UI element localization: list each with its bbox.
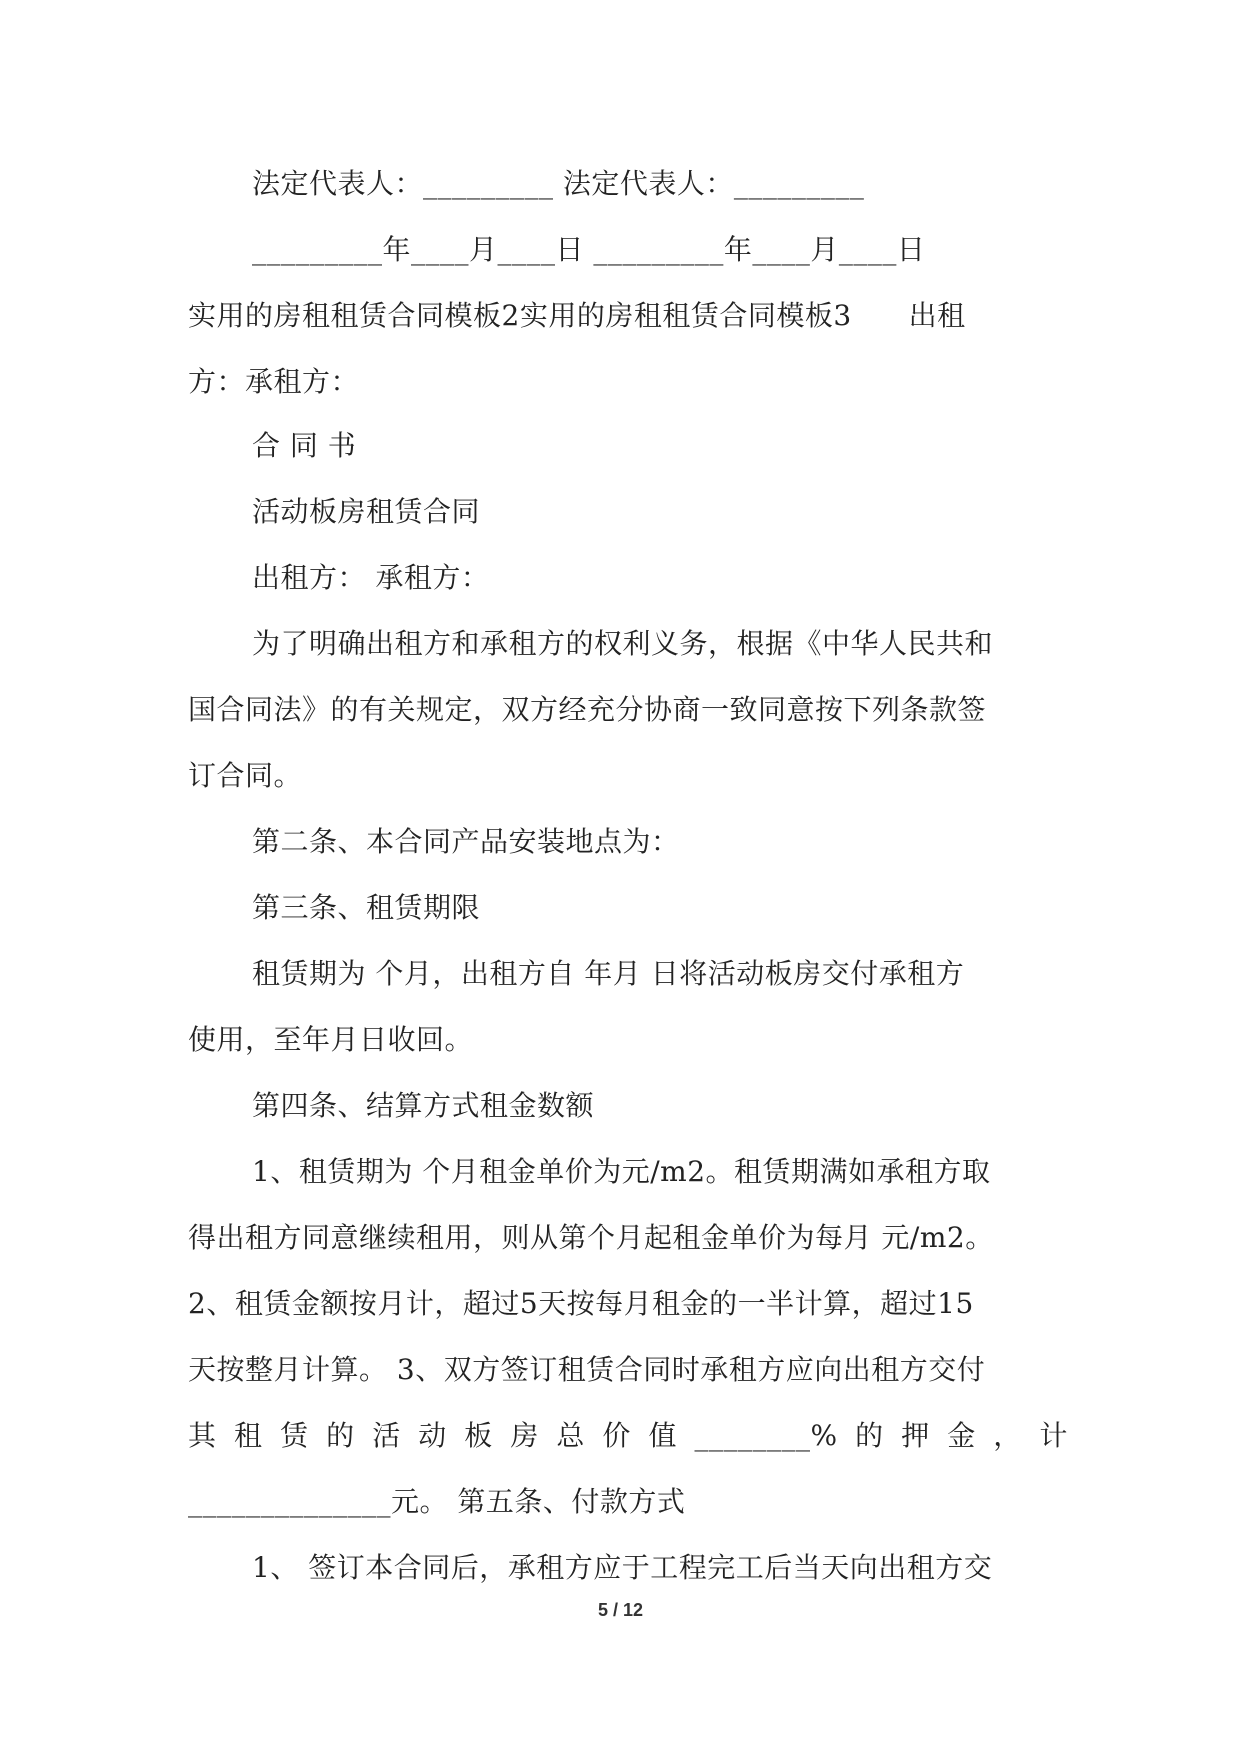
justified-char: 价 <box>602 1419 631 1452</box>
paragraph-line: 租赁期为 个月，出租方自 年月 日将活动板房交付承租方 <box>252 957 965 990</box>
justified-char: 板 <box>464 1419 493 1452</box>
justified-char: ， <box>993 1419 1022 1452</box>
paragraph-line: 得出租方同意继续租用，则从第个月起租金单价为每月 元/m2。 <box>188 1221 994 1254</box>
clause-heading: 第三条、租赁期限 <box>252 891 481 924</box>
paragraph-line: 2、租赁金额按月计，超过5天按每月租金的一半计算，超过15 <box>188 1287 974 1320</box>
clause-heading: 第二条、本合同产品安装地点为： <box>252 825 680 858</box>
contract-title: 活动板房租赁合同 <box>252 495 481 528</box>
contract-heading: 合 同 书 <box>252 429 357 462</box>
paragraph-line: 国合同法》的有关规定，双方经充分协商一致同意按下列条款签 <box>188 693 987 726</box>
justified-char: 动 <box>418 1419 447 1452</box>
justified-char: 计 <box>1039 1419 1068 1452</box>
justified-char: 的 <box>855 1419 884 1452</box>
justified-char: 房 <box>510 1419 539 1452</box>
paragraph-line: 使用，至年月日收回。 <box>188 1023 474 1056</box>
justified-char: 总 <box>556 1419 585 1452</box>
parties-line: 出租方： 承租方： <box>252 561 490 594</box>
justified-char: 值 <box>648 1419 677 1452</box>
justified-char: 赁 <box>280 1419 309 1452</box>
paragraph-line: 实用的房租租赁合同模板2实用的房租租赁合同模板3 出租 <box>188 299 966 332</box>
justified-char: 其 <box>188 1419 217 1452</box>
deposit-percent-blank: ________% <box>694 1419 838 1452</box>
clause-heading: 第四条、结算方式租金数额 <box>252 1089 595 1122</box>
paragraph-line: 1、 签订本合同后，承租方应于工程完工后当天向出租方交 <box>252 1551 993 1584</box>
justified-char: 租 <box>234 1419 263 1452</box>
justified-char: 的 <box>326 1419 355 1452</box>
justified-char: 金 <box>947 1419 976 1452</box>
page-number: 5 / 12 <box>597 1600 644 1620</box>
date-line: _________年____月____日 _________年____月____日 <box>252 233 926 266</box>
paragraph-line: 方：承租方： <box>188 365 360 398</box>
justified-char: 活 <box>372 1419 401 1452</box>
paragraph-line: 1、租赁期为 个月租金单价为元/m2。租赁期满如承租方取 <box>252 1155 991 1188</box>
paragraph-line: 订合同。 <box>188 759 303 792</box>
paragraph-line: 天按整月计算。 3、双方签订租赁合同时承租方应向出租方交付 <box>188 1353 986 1386</box>
signature-line: 法定代表人：_________ 法定代表人：_________ <box>252 167 865 200</box>
justified-char: 押 <box>901 1419 930 1452</box>
justified-deposit-line <box>188 1418 1068 1454</box>
paragraph-line: 为了明确出租方和承租方的权利义务，根据《中华人民共和 <box>252 627 994 660</box>
paragraph-line: ______________元。 第五条、付款方式 <box>188 1485 686 1518</box>
